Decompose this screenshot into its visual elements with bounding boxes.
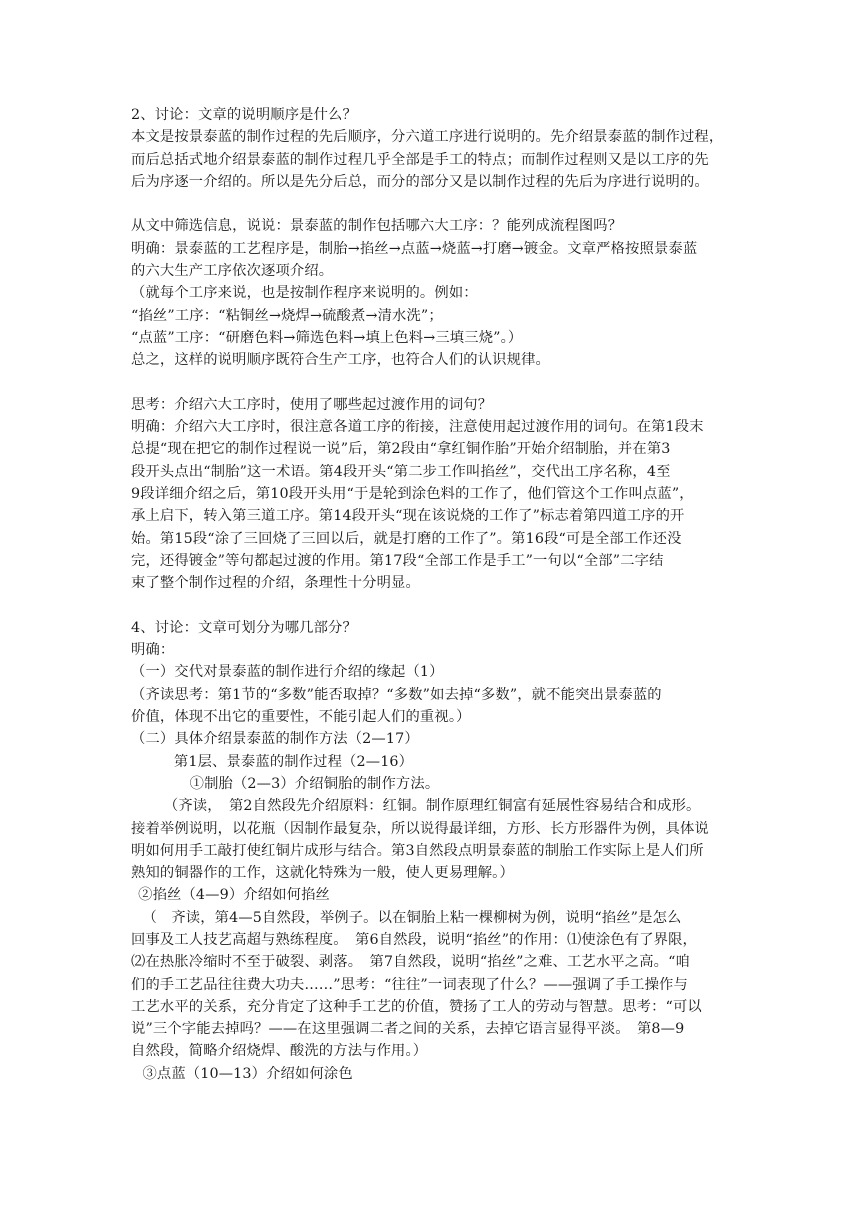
paragraph-gap: [131, 372, 737, 394]
answer-line: ⑵在热胀冷缩时不至于破裂、剥落。 第7自然段，说明“掐丝”之难、工艺水平之高。“咱: [131, 954, 691, 971]
question-heading: 从文中筛选信息，说说：景泰蓝的制作包括哪六大工序：？能列成流程图吗？: [131, 218, 623, 235]
answer-line: “掐丝”工序：“粘铜丝→烧焊→硫酸煮→清水洗”；: [131, 307, 443, 324]
answer-line: 9段详细介绍之后，第10段开头用“于是轮到涂色料的工作了，他们管这个工作叫点蓝”，: [131, 486, 694, 503]
question-heading: 4、讨论：文章可划分为哪几部分？: [131, 619, 357, 636]
answer-line: 自然段，简略介绍烧焊、酸洗的方法与作用。）: [131, 1043, 428, 1060]
section-structure: [131, 617, 737, 1085]
answer-line: 完，还得镀金”等句都起过渡的作用。第17段“全部工作是手工”一句以“全部”二字结: [131, 552, 664, 569]
outline-item: （一）交代对景泰蓝的制作进行介绍的缘起（1）: [131, 664, 444, 681]
answer-line: 本文是按景泰蓝的制作过程的先后顺序，分六道工序进行说明的。先介绍景泰蓝的制作过程，: [131, 129, 724, 146]
outline-subsubitem: ③点蓝（10—13）介绍如何涂色: [142, 1065, 353, 1082]
answer-line: 明确：介绍六大工序时，很注意各道工序的衔接，注意使用起过渡作用的词句。在第1段末: [131, 419, 704, 436]
answer-line: 工艺水平的关系，充分肯定了这种手工艺的价值，赞扬了工人的劳动与智慧。思考：“可以: [131, 998, 702, 1015]
answer-line: 束了整个制作过程的介绍，条理性十分明显。: [131, 575, 420, 592]
question-heading: 思考：介绍六大工序时，使用了哪些起过渡作用的词句？: [131, 396, 493, 413]
paragraph-gap: [131, 595, 737, 617]
answer-line: 后为序逐一介绍的。所以是先分后总，而分的部分又是以制作过程的先后为序进行说明的。: [131, 173, 709, 190]
answer-line: （齐读， 第2自然段先介绍原料：红铜。制作原理红铜富有延展性容易结合和成形。: [163, 798, 701, 815]
answer-line: 明确：: [131, 642, 175, 659]
section-reading-order: [131, 104, 737, 193]
answer-line: 说”三个字能去掉吗？——在这里强调二者之间的关系，去掉它语言显得平淡。 第8—9: [131, 1021, 685, 1038]
outline-subitem: 第1层、景泰蓝的制作过程（2—16）: [173, 753, 414, 770]
answer-line: 总提“现在把它的制作过程说一说”后，第2段由“拿红铜作胎”开始介绍制胎，并在第3: [131, 441, 671, 458]
answer-line: 明确：景泰蓝的工艺程序是，制胎→掐丝→点蓝→烧蓝→打磨→镀金。文章严格按照景泰蓝: [131, 240, 698, 257]
answer-line: 总之，这样的说明顺序既符合生产工序，也符合人们的认识规律。: [131, 352, 550, 369]
paragraph-gap: [131, 193, 737, 215]
answer-line: 回事及工人技艺高超与熟练程度。 第6自然段，说明“掐丝”的作用：⑴使涂色有了界限，: [131, 931, 697, 948]
question-heading: 2、讨论：文章的说明顺序是什么？: [131, 107, 357, 123]
answer-line: 们的手工艺品往往费大功夫……”思考：“往往”一词表现了什么？——强调了手工操作与: [131, 976, 688, 993]
section-process-flow: [131, 215, 737, 371]
answer-line: 价值，体现不出它的重要性，不能引起人们的重视。）: [131, 709, 471, 726]
answer-line: 段开头点出“制胎”这一术语。第4段开头“第二步工作叫掐丝”，交代出工序名称，4至: [131, 463, 671, 480]
answer-line: 始。第15段“涂了三回烧了三回以后，就是打磨的工作了”。第16段“可是全部工作还没: [131, 530, 682, 547]
section-transitions: [131, 394, 737, 595]
outline-subsubitem: ①制胎（2—3）介绍铜胎的制作方法。: [189, 775, 440, 792]
answer-line: “点蓝”工序：“研磨色料→筛选色料→填上色料→三填三烧”。）: [131, 329, 523, 346]
answer-line: 接着举例说明，以花瓶（因制作最复杂，所以说得最详细，方形、长方形器件为例，具体说: [131, 820, 709, 837]
answer-line: 熟知的铜器作的工作，这就化特殊为一般，使人更易理解。）: [131, 865, 514, 882]
answer-line: （齐读思考：第1节的“多数”能否取掉？“多数”如去掉“多数”，就不能突出景泰蓝的: [131, 686, 662, 703]
answer-line: 承上启下，转入第三道工序。第14段开头“现在该说烧的工作了”标志着第四道工序的开: [131, 508, 685, 525]
answer-line: （ 齐读，第4—5自然段，举例子。以在铜胎上粘一棵柳树为例，说明“掐丝”是怎么: [142, 909, 682, 926]
answer-line: 明如何用手工敲打使红铜片成形与结合。第3自然段点明景泰蓝的制胎工作实际上是人们所: [131, 842, 704, 859]
outline-item: （二）具体介绍景泰蓝的制作方法（2—17）: [131, 731, 419, 748]
answer-line: 而后总括式地介绍景泰蓝的制作过程几乎全部是手工的特点；而制作过程则又是以工序的先: [131, 151, 709, 168]
outline-subsubitem: ②掐丝（4—9）介绍如何掐丝: [138, 887, 330, 904]
document-page: [131, 104, 737, 1085]
answer-line: （就每个工序来说，也是按制作程序来说明的。例如：: [131, 285, 478, 302]
answer-line: 的六大生产工序依次逐项介绍。: [131, 263, 334, 280]
